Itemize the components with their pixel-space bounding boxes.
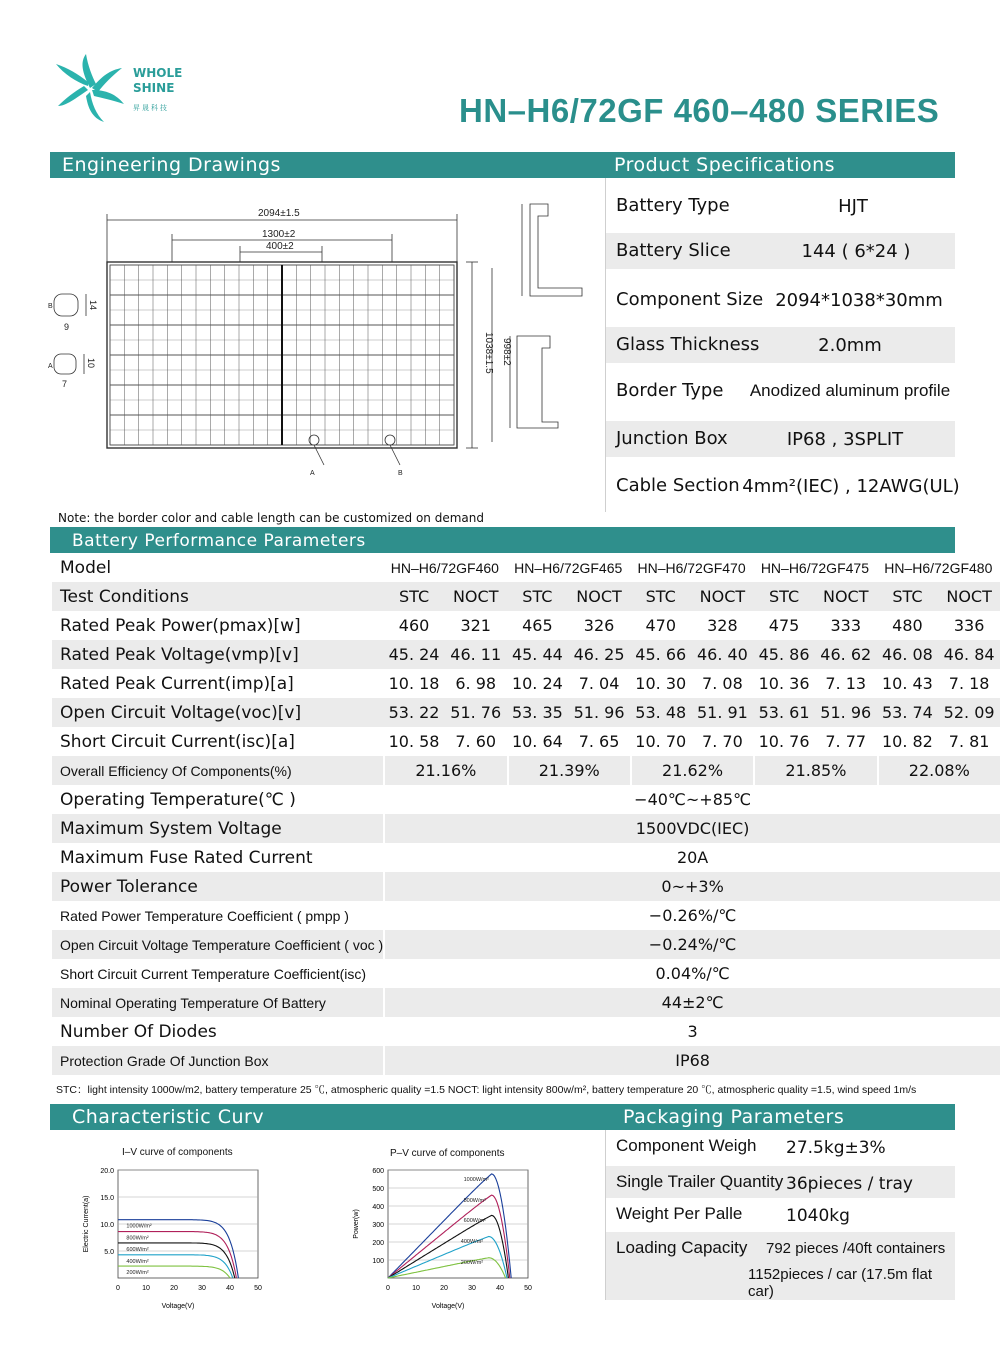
model-name: HN–H6/72GF470	[637, 559, 746, 576]
value-cell: 336	[953, 616, 985, 635]
model-name: HN–H6/72GF460	[390, 559, 499, 576]
efficiency-cell: 21.16%	[383, 756, 506, 785]
value-cell: 10. 30	[635, 674, 687, 693]
value-cell: 7. 60	[455, 732, 497, 751]
dim-width-label: 2094±1.5	[258, 208, 300, 219]
value-cell: 46. 25	[568, 640, 630, 669]
series-line	[388, 1258, 506, 1278]
brand-name-cn: 昇晟科技	[133, 105, 169, 112]
packaging-section-header: Packaging Parameters	[606, 1104, 955, 1130]
condition-cell: STC	[877, 582, 939, 611]
spec-row	[606, 327, 955, 363]
table-row	[52, 1046, 1000, 1075]
packaging-row	[606, 1198, 955, 1232]
y-tick-label: 20.0	[100, 1168, 114, 1175]
specs-section-header: Product Specifications	[606, 152, 955, 178]
packaging-row	[606, 1232, 955, 1300]
condition-cell: NOCT	[568, 582, 630, 611]
series-label: 1000W/m²	[463, 1176, 489, 1183]
value-cell: 51. 91	[692, 698, 754, 727]
spec-value-cell: 1500VDC(IEC)	[383, 814, 1000, 843]
efficiency-cell: 21.62%	[630, 756, 753, 785]
spec-label: Component Size	[616, 289, 764, 310]
table-row	[52, 698, 1000, 727]
detail-a-width: 7	[62, 379, 68, 389]
value-cell: 333	[830, 616, 862, 635]
x-tick-label: 50	[254, 1285, 262, 1292]
y-tick-label: 15.0	[100, 1195, 114, 1202]
y-tick-label: 600	[372, 1168, 384, 1175]
series-label: 200W/m²	[126, 1270, 149, 1277]
dim-inner-label: 400±2	[266, 241, 294, 252]
x-axis-label: Voltage(V)	[431, 1303, 465, 1310]
value-cell: 10. 64	[511, 732, 563, 751]
packaging-label: Component Weigh	[616, 1136, 757, 1155]
x-tick-label: 30	[468, 1285, 476, 1292]
value-cell: 7. 18	[948, 674, 990, 693]
model-name: HN–H6/72GF475	[760, 559, 869, 576]
row-label: Power Tolerance	[52, 872, 383, 901]
series-label: 200W/m²	[460, 1259, 484, 1266]
series-label: 400W/m²	[126, 1258, 149, 1265]
value-cell: 10. 76	[758, 732, 810, 751]
row-label: Short Circuit Current Temperature Coefficient(isc)	[60, 965, 367, 982]
engineering-section-header: Engineering Drawings	[50, 152, 606, 178]
spec-value: IP68 , 3SPLIT	[786, 429, 904, 450]
dim-mid-label: 1300±2	[262, 229, 296, 240]
condition-cell: STC	[753, 582, 815, 611]
spec-value-cell: −0.26%/℃	[383, 901, 1000, 930]
model-name: HN–H6/72GF465	[514, 559, 623, 576]
value-cell: 53. 22	[383, 698, 445, 727]
value-cell: 53. 61	[753, 698, 815, 727]
value-cell: 470	[645, 616, 676, 635]
value-cell: 10. 43	[881, 674, 933, 693]
table-row	[52, 785, 1000, 814]
y-tick-label: 5.0	[104, 1249, 114, 1256]
performance-table	[52, 553, 1000, 1075]
packaging-row	[606, 1166, 955, 1198]
condition-cell: NOCT	[445, 582, 507, 611]
value-cell: 10. 82	[881, 732, 933, 751]
spec-label: Battery Type	[616, 195, 730, 216]
value-cell: 46. 84	[938, 640, 1000, 669]
value-cell: 326	[583, 616, 615, 635]
spec-value: 2094*1038*30mm	[775, 290, 943, 311]
iv-chart-title: I–V curve of components	[122, 1147, 233, 1158]
row-label: Operating Temperature(℃ )	[60, 789, 296, 810]
row-label: Overall Efficiency Of Components(%)	[52, 756, 383, 785]
x-tick-label: 20	[170, 1285, 178, 1292]
y-tick-label: 300	[372, 1222, 384, 1229]
table-row	[52, 1017, 1000, 1046]
value-cell: 45. 86	[753, 640, 815, 669]
row-label: Test Conditions	[52, 582, 383, 611]
spec-row	[606, 188, 955, 224]
row-label: Maximum Fuse Rated Current	[60, 847, 313, 868]
spec-value-cell: IP68	[383, 1046, 1000, 1075]
y-tick-label: 100	[372, 1258, 384, 1265]
value-cell: 51. 96	[568, 698, 630, 727]
value-cell: 460	[398, 616, 430, 635]
series-label: 600W/m²	[126, 1246, 149, 1253]
row-label: Rated Peak Current(imp)[a]	[60, 673, 294, 694]
spec-label: Battery Slice	[616, 240, 731, 261]
engineering-drawing	[48, 182, 602, 492]
value-cell: 480	[892, 616, 923, 635]
x-tick-label: 30	[198, 1285, 206, 1292]
detail-a-height: 10	[86, 358, 96, 369]
row-label: Nominal Operating Temperature Of Battery	[52, 988, 383, 1017]
y-tick-label: 400	[372, 1204, 384, 1211]
value-cell: 45. 24	[383, 640, 445, 669]
value-cell: 10. 24	[511, 674, 563, 693]
detail-b-width: 9	[64, 322, 70, 332]
row-label: Number Of Diodes	[60, 1021, 217, 1042]
value-cell: 53. 35	[507, 698, 569, 727]
row-label: Open Circuit Voltage Temperature Coefficient ( voc )	[52, 930, 383, 959]
value-cell: 46. 40	[692, 640, 754, 669]
condition-cell: NOCT	[938, 582, 1000, 611]
value-cell: 7. 13	[825, 674, 867, 693]
pv-chart-title: P–V curve of components	[390, 1148, 505, 1159]
spec-label: Junction Box	[616, 428, 728, 449]
x-tick-label: 50	[524, 1285, 532, 1292]
x-tick-label: 10	[142, 1285, 150, 1292]
table-row	[52, 930, 1000, 959]
row-label: Rated Power Temperature Coefficient ( pmpp )	[60, 907, 349, 924]
brand-name: WHOLE SHINE	[133, 66, 183, 95]
packaging-value: 1152pieces / car (17.5m flat car)	[748, 1266, 932, 1300]
customization-note: Note: the border color and cable length can be customized on demand	[58, 511, 484, 525]
table-row	[52, 553, 1000, 582]
dim-height-label: 1038±1.5	[483, 332, 494, 374]
value-cell: 7. 08	[702, 674, 743, 693]
x-tick-label: 40	[226, 1285, 234, 1292]
value-cell: 45. 66	[630, 640, 692, 669]
row-label: Model	[60, 557, 112, 578]
condition-cell: STC	[630, 582, 692, 611]
value-cell: 10. 18	[388, 674, 440, 693]
value-cell: 10. 58	[388, 732, 440, 751]
packaging-value: 36pieces / tray	[786, 1174, 913, 1194]
spec-value-cell: −40℃~+85℃	[383, 785, 1000, 814]
efficiency-cell: 21.85%	[753, 756, 876, 785]
spec-row	[606, 373, 955, 409]
condition-cell: STC	[507, 582, 569, 611]
series-label: 400W/m²	[460, 1238, 484, 1245]
callout-b: B	[398, 470, 403, 477]
table-row	[52, 872, 1000, 901]
row-label: Open Circuit Voltage(voc)[v]	[52, 698, 383, 727]
packaging-value: 792 pieces /40ft containers	[766, 1240, 946, 1257]
pv-chart	[340, 1160, 540, 1310]
packaging-label: Loading Capacity	[616, 1238, 748, 1257]
y-tick-label: 200	[372, 1240, 384, 1247]
x-axis-label: Voltage(V)	[161, 1303, 195, 1310]
spec-value-cell: 0.04%/℃	[383, 959, 1000, 988]
row-label: Short Circuit Current(isc)[a]	[60, 731, 295, 752]
y-axis-label: Electric Current(a)	[83, 1195, 90, 1253]
table-row	[52, 814, 1000, 843]
table-row	[52, 727, 1000, 756]
model-name: HN–H6/72GF480	[884, 559, 993, 576]
spec-value-cell: −0.24%/℃	[383, 930, 1000, 959]
spec-label: Cable Section	[616, 475, 740, 496]
table-row	[52, 756, 1000, 785]
packaging-value: 27.5kg±3%	[786, 1138, 886, 1158]
spec-row	[606, 468, 960, 504]
efficiency-cell: 22.08%	[877, 756, 1000, 785]
packaging-value: 1040kg	[786, 1206, 850, 1226]
spec-value-cell: 0~+3%	[383, 872, 1000, 901]
spec-row	[606, 233, 955, 269]
spec-label: Border Type	[616, 380, 724, 401]
x-tick-label: 40	[496, 1285, 504, 1292]
packaging-label: Single Trailer Quantity	[616, 1172, 784, 1191]
table-row	[52, 611, 1000, 640]
brand-logo-icon	[52, 52, 132, 124]
value-cell: 45. 44	[507, 640, 569, 669]
table-row	[52, 843, 1000, 872]
series-label: 800W/m²	[463, 1197, 486, 1204]
row-label: Maximum System Voltage	[52, 814, 383, 843]
value-cell: 6. 98	[455, 674, 497, 693]
value-cell: 53. 74	[877, 698, 939, 727]
spec-value: 144 ( 6*24 )	[801, 241, 911, 262]
value-cell: 7. 77	[825, 732, 867, 751]
series-label: 600W/m²	[463, 1218, 486, 1225]
x-tick-label: 20	[440, 1285, 448, 1292]
condition-cell: STC	[383, 582, 445, 611]
y-tick-label: 500	[372, 1186, 384, 1193]
value-cell: 46. 11	[445, 640, 507, 669]
detail-a-letter: A	[48, 363, 53, 370]
detail-b-height: 14	[88, 300, 98, 311]
table-row	[52, 640, 1000, 669]
y-tick-label: 10.0	[100, 1222, 114, 1229]
table-row	[52, 959, 1000, 988]
callout-a: A	[310, 470, 315, 477]
x-tick-label: 0	[116, 1285, 120, 1292]
x-tick-label: 0	[386, 1285, 390, 1292]
row-label: Rated Peak Voltage(vmp)[v]	[52, 640, 383, 669]
value-cell: 7. 04	[578, 674, 620, 693]
table-row	[52, 669, 1000, 698]
series-label: 1000W/m²	[126, 1223, 152, 1230]
stc-noct-note: STC：light intensity 1000w/m2, battery temperature 25 ℃, atmospheric quality =1.5 NOCT: light intensity 800w/m², battery temperature 20 ℃, atmospheric quality =1.5, wind speed 1m/s	[56, 1084, 917, 1096]
curve-section-header: Characteristic Curv	[50, 1104, 606, 1130]
value-cell: 465	[522, 616, 553, 635]
value-cell: 53. 48	[630, 698, 692, 727]
table-row	[52, 988, 1000, 1017]
value-cell: 475	[768, 616, 800, 635]
y-axis-label: Power(w)	[353, 1209, 360, 1239]
value-cell: 328	[707, 616, 738, 635]
value-cell: 7. 81	[948, 732, 990, 751]
table-row	[52, 582, 1000, 611]
efficiency-cell: 21.39%	[507, 756, 630, 785]
packaging-row	[606, 1130, 955, 1166]
value-cell: 10. 70	[635, 732, 687, 751]
condition-cell: NOCT	[692, 582, 754, 611]
value-cell: 10. 36	[758, 674, 810, 693]
value-cell: 7. 65	[578, 732, 620, 751]
value-cell: 51. 76	[445, 698, 507, 727]
spec-value: Anodized aluminum profile	[749, 381, 951, 400]
value-cell: 51. 96	[815, 698, 877, 727]
page-title: HN–H6/72GF 460–480 SERIES	[459, 92, 940, 129]
spec-label: Glass Thickness	[616, 334, 760, 355]
value-cell: 46. 62	[815, 640, 877, 669]
value-cell: 7. 70	[702, 732, 743, 751]
value-cell: 46. 08	[877, 640, 939, 669]
condition-cell: NOCT	[815, 582, 877, 611]
spec-value-cell: 20A	[383, 843, 1000, 872]
x-tick-label: 10	[412, 1285, 420, 1292]
spec-value: HJT	[838, 196, 868, 217]
spec-value: 4mm²(IEC) , 12AWG(UL)	[742, 476, 960, 497]
spec-value: 2.0mm	[818, 335, 882, 356]
detail-b-letter: B	[48, 303, 53, 310]
dim-inner-height-label: 998±2	[501, 338, 512, 366]
value-cell: 52. 09	[938, 698, 1000, 727]
table-row	[52, 901, 1000, 930]
spec-row	[606, 282, 955, 318]
series-line	[388, 1215, 508, 1278]
value-cell: 321	[460, 616, 491, 635]
performance-section-header: Battery Performance Parameters	[50, 527, 955, 553]
spec-value-cell: 44±2℃	[383, 988, 1000, 1017]
row-label: Rated Peak Power(pmax)[w]	[60, 615, 301, 636]
packaging-label: Weight Per Palle	[616, 1204, 743, 1223]
iv-chart	[70, 1160, 270, 1310]
row-label: Protection Grade Of Junction Box	[52, 1046, 383, 1075]
spec-value-cell: 3	[383, 1017, 1000, 1046]
spec-row	[606, 421, 955, 457]
series-label: 800W/m²	[126, 1235, 149, 1242]
